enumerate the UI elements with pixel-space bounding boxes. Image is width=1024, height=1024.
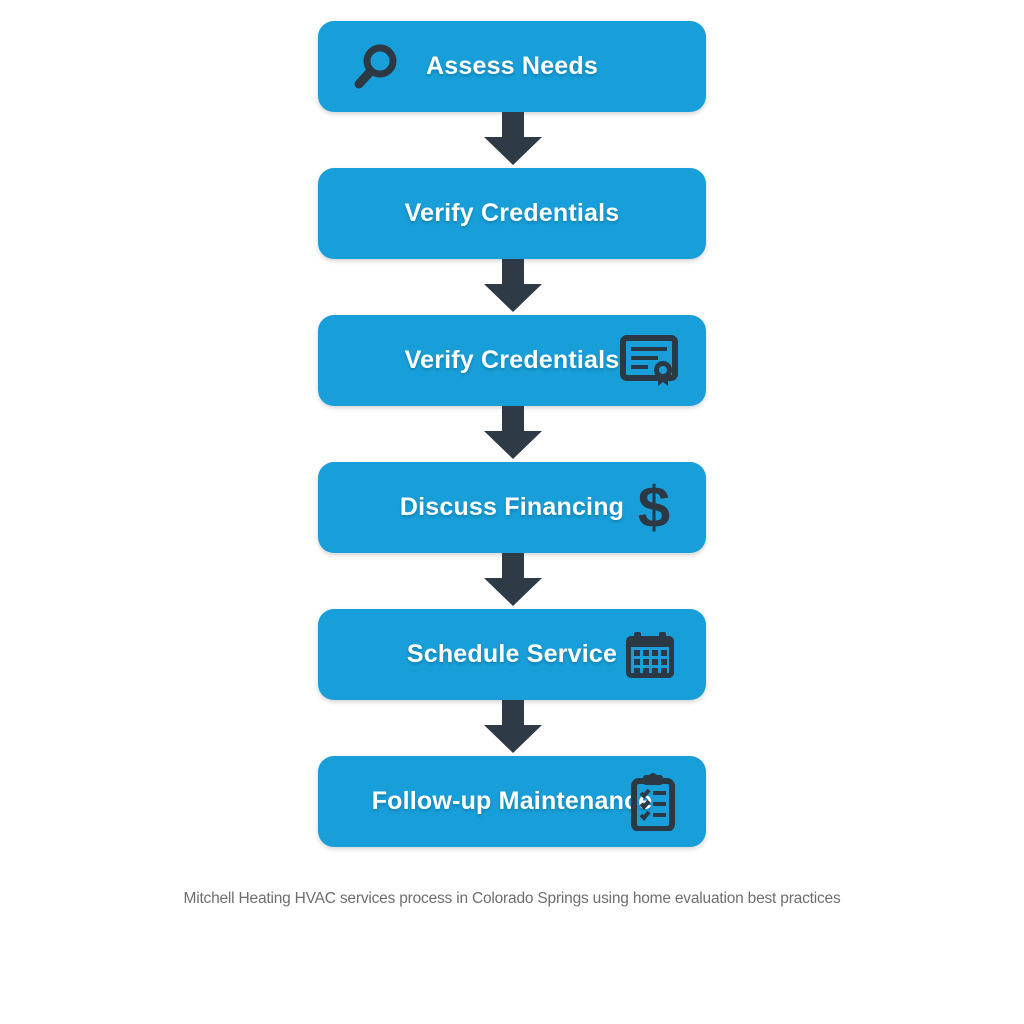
step-label: Assess Needs xyxy=(426,52,598,80)
step-box-discuss-financing xyxy=(318,462,706,553)
step-label: Schedule Service xyxy=(406,640,618,668)
dollar-icon: $ xyxy=(637,474,670,540)
step-box-verify-credentials-2 xyxy=(318,315,706,406)
step-box-assess-needs xyxy=(318,21,706,112)
arrow-down-icon xyxy=(484,406,542,459)
step-box-followup-maintenance xyxy=(318,756,706,847)
step-box-schedule-service xyxy=(318,609,706,700)
magnifier-icon xyxy=(350,41,402,93)
calendar-icon xyxy=(624,630,676,680)
caption-text: Mitchell Heating HVAC services process in Colorado Springs using home evaluation best practices xyxy=(183,890,841,907)
step-box-verify-credentials-1 xyxy=(318,168,706,259)
step-label: Follow-up Maintenance xyxy=(371,787,653,815)
arrow-down-icon xyxy=(484,112,542,165)
arrow-down-icon xyxy=(484,553,542,606)
step-label: Verify Credentials xyxy=(404,346,620,374)
arrow-down-icon xyxy=(484,259,542,312)
step-label: Discuss Financing xyxy=(399,493,625,521)
certificate-icon xyxy=(620,335,680,387)
arrow-down-icon xyxy=(484,700,542,753)
step-label: Verify Credentials xyxy=(404,199,620,227)
clipboard-icon xyxy=(630,773,676,831)
